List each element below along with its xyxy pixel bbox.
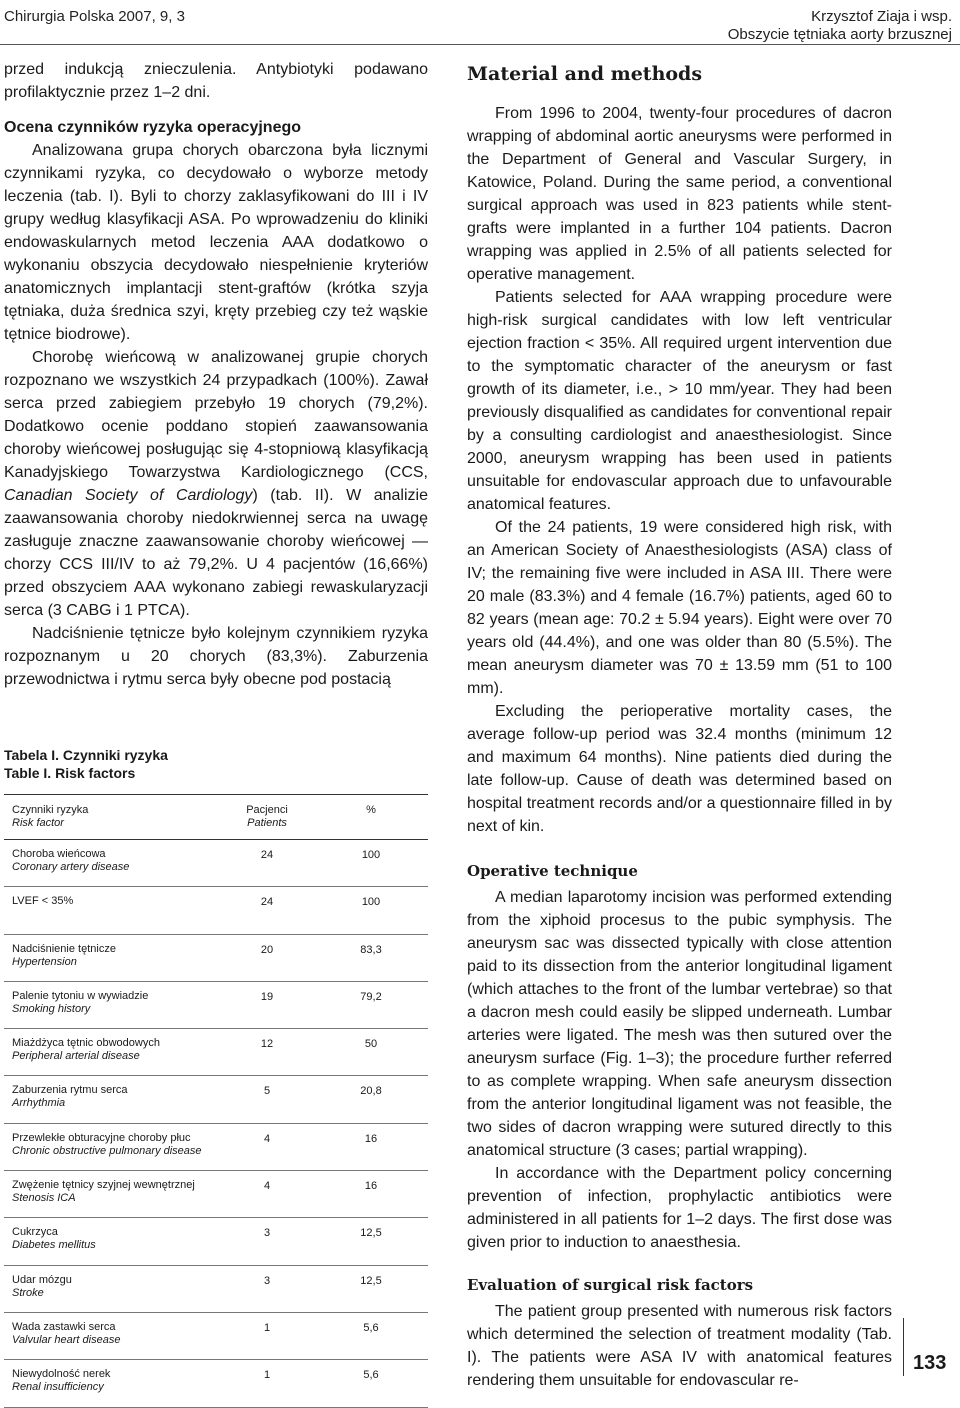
left-paragraph-3-italic: Canadian Society of Cardiology bbox=[4, 487, 253, 504]
right-paragraph-6: In accordance with the Department policy concerning prevention of infection, prophylactic antibiotics were administered in all patients for 1–2 days. The first dose was given prior to induction to anaesthesia. bbox=[467, 1165, 892, 1251]
operative-technique-heading: Operative technique bbox=[467, 862, 638, 880]
table-row bbox=[4, 982, 428, 1029]
risk-factor-pl: Niewydolność nerek bbox=[12, 1368, 111, 1381]
risk-factor-cell bbox=[12, 990, 222, 1016]
article-header bbox=[728, 8, 952, 44]
risk-factor-en: Coronary artery disease bbox=[12, 861, 130, 873]
table-caption-pl: Tabela I. Czynniki ryzyka bbox=[4, 747, 168, 763]
table-body bbox=[4, 840, 428, 1408]
table-row bbox=[4, 1218, 428, 1265]
percent-cell: 83,3 bbox=[360, 943, 382, 956]
risk-factor-cell bbox=[12, 1321, 222, 1347]
left-paragraph-2: Analizowana grupa chorych obarczona była licznymi czynnikami ryzyka, co decydowało o wyborze metody leczenia (tab. I). Byli to chorzy zaklasyfikowani do III i IV grupy według klasyfikacji ASA. Po wprowadzeniu do kliniki endowaskularnych metod leczenia AAA dodatkowo o wykonaniu obszycia decydowało niespełnienie kryteriów anatomicznych implantacji stent-graftów (krótka szyja tętniaka, duża średnica szyi, kręty przebieg czy też wąskie tętnice biodrowe). bbox=[4, 142, 428, 343]
section-title: Material and methods bbox=[467, 63, 703, 85]
left-paragraph-3-part-a: Chorobę wieńcową w analizowanej grupie chorych rozpoznano we wszystkich 24 przypadkach (100%). Zawał serca przed zabiegiem przebyło 19 chorych (79,2%). Dodatkowo ocenie poddano stopień zaawansowania choroby wieńcowej posługując się 4-stopniową klasyfikacją Kanadyjskiego Towarzystwa Kardiologicznego (CCS, bbox=[4, 349, 428, 481]
table-row bbox=[4, 1124, 428, 1171]
table-header-percent: % bbox=[366, 804, 376, 816]
percent-cell: 50 bbox=[364, 1038, 378, 1051]
right-paragraph-2: Patients selected for AAA wrapping procedure were high-risk surgical candidates with low left ventricular ejection fraction < 35%. All required urgent intervention due to the symptomatic character of the aneurysm or fast growth of its diameter, i.e., > 10 mm/year. They had been previously disqualified as candidates for conventional repair by a consulting cardiologist and anaesthesiologist. Since 2000, aneurysm wrapping has been used in patients unsuitable for endovascular approach due to unfavourable anatomical features. bbox=[467, 289, 892, 513]
risk-factor-cell bbox=[12, 1084, 222, 1110]
risk-factor-pl: Choroba wieńcowa bbox=[12, 848, 106, 860]
header-patients-pl: Pacjenci bbox=[246, 804, 288, 816]
patients-count-cell: 1 bbox=[263, 1369, 271, 1382]
risk-assessment-heading bbox=[4, 116, 428, 139]
right-column bbox=[467, 58, 892, 1392]
risk-factor-pl: Przewlekłe obturacyjne choroby płuc bbox=[12, 1131, 191, 1144]
right-paragraph-7: The patient group presented with numerous risk factors which determined the selection of treatment modality (Tab. I). The patients were ASA IV with anatomical features rendering them unsuitable for endovascular re- bbox=[467, 1303, 892, 1389]
percent-cell: 12,5 bbox=[360, 1227, 382, 1240]
header-authors: Krzysztof Ziaja i wsp. bbox=[811, 8, 952, 25]
risk-factor-en: Arrhythmia bbox=[12, 1097, 66, 1110]
risk-factor-cell bbox=[12, 1179, 222, 1205]
table-row bbox=[4, 1360, 428, 1407]
risk-factor-pl: Wada zastawki serca bbox=[12, 1320, 116, 1333]
risk-factor-pl: Cukrzyca bbox=[12, 1226, 58, 1239]
table-caption bbox=[4, 746, 168, 782]
patients-count-cell: 12 bbox=[260, 1038, 274, 1051]
risk-factor-pl: Palenie tytoniu w wywiadzie bbox=[12, 989, 149, 1002]
risk-assessment-heading-text: Ocena czynników ryzyka operacyjnego bbox=[4, 119, 302, 136]
right-paragraph-5: A median laparotomy incision was performed extending from the xiphoid procesus to the pubic symphysis. The aneurysm sac was dissected typically with close attention paid to its dissection from the anterior longitudinal ligament (which attaches to the front of the lumbar vertebrae) so that a dacron mesh could easily be slipped underneath. Lumbar arteries were ligated. The mesh was then sutured over the aneurysm surface (Fig. 1–3); the procedure further referred to as complete wrapping. When safe aneurysm dissection from the anterior longitudinal ligament was not feasible, the two sides of dacron wrapping were sutured directly to this anatomical structure (3 cases; partial wrapping). bbox=[467, 889, 892, 1159]
patients-count-cell: 4 bbox=[263, 1132, 271, 1145]
table-header-patients bbox=[232, 804, 302, 830]
risk-factor-en: Smoking history bbox=[12, 1002, 91, 1015]
risk-factor-en: Stroke bbox=[12, 1286, 44, 1299]
risk-factor-cell bbox=[12, 848, 222, 874]
table-header-row bbox=[4, 795, 428, 840]
page-number-rule bbox=[903, 1318, 904, 1376]
percent-cell: 16 bbox=[364, 1180, 378, 1193]
risk-factor-pl: Zwężenie tętnicy szyjnej wewnętrznej bbox=[12, 1179, 195, 1192]
risk-factor-pl: Miażdżyca tętnic obwodowych bbox=[12, 1037, 160, 1050]
left-column bbox=[4, 58, 428, 691]
table-caption-en: Table I. Risk factors bbox=[4, 765, 136, 781]
risk-factor-cell bbox=[12, 1037, 222, 1063]
risk-factor-pl: LVEF < 35% bbox=[12, 895, 74, 908]
header-patients-en: Patients bbox=[247, 817, 287, 829]
percent-cell: 16 bbox=[364, 1132, 378, 1145]
patients-count-cell: 24 bbox=[260, 896, 274, 909]
risk-factor-en: Diabetes mellitus bbox=[12, 1239, 96, 1252]
table-row bbox=[4, 1266, 428, 1313]
table-row bbox=[4, 887, 428, 934]
risk-factor-pl: Nadciśnienie tętnicze bbox=[12, 942, 116, 955]
table-row bbox=[4, 1171, 428, 1218]
risk-factor-cell bbox=[12, 1274, 222, 1300]
header-rule bbox=[0, 44, 960, 45]
risk-factor-cell bbox=[12, 1368, 222, 1394]
table-row bbox=[4, 1076, 428, 1123]
patients-count-cell: 19 bbox=[260, 990, 274, 1003]
risk-factors-table bbox=[4, 794, 428, 1408]
risk-factor-en: Hypertension bbox=[12, 955, 77, 968]
risk-factor-cell bbox=[12, 1132, 222, 1158]
patients-count-cell: 3 bbox=[263, 1227, 271, 1240]
header-title: Obszycie tętniaka aorty brzusznej bbox=[727, 26, 952, 43]
header-risk-factor-en: Risk factor bbox=[12, 817, 64, 829]
risk-factor-cell bbox=[12, 943, 222, 969]
percent-cell: 20,8 bbox=[360, 1085, 382, 1098]
evaluation-heading: Evaluation of surgical risk factors bbox=[467, 1276, 754, 1294]
percent-cell: 5,6 bbox=[363, 1369, 379, 1382]
risk-factor-en: Peripheral arterial disease bbox=[12, 1050, 140, 1063]
risk-factor-en: Valvular heart disease bbox=[12, 1333, 121, 1346]
risk-factor-en: Stenosis ICA bbox=[12, 1192, 76, 1205]
percent-cell: 100 bbox=[361, 849, 381, 861]
percent-cell: 12,5 bbox=[360, 1274, 382, 1287]
left-paragraph-3 bbox=[4, 346, 428, 622]
right-paragraph-3: Of the 24 patients, 19 were considered high risk, with an American Society of Anaesthesiologists (ASA) class of IV; the remaining five were included in ASA III. There were 20 male (83.3%) and 4 female (16.7%) patients, aged 60 to 82 years (mean age: 70.2 ± 5.94 years). Eight were over 70 years old (44.4%), and one was older than 80 (5.5%). The mean aneurysm diameter was 70 ± 13.59 mm (51 to 100 mm). bbox=[467, 519, 892, 697]
patients-count-cell: 1 bbox=[263, 1321, 271, 1334]
right-paragraph-4: Excluding the perioperative mortality cases, the average follow-up period was 32.4 months (minimum 12 and maximum 64 months). Nine patients died during the late follow-up. Cause of death was determined based on hospital treatment records and/or a questionnaire filled in by next of kin. bbox=[467, 703, 892, 835]
patients-count-cell: 20 bbox=[260, 943, 274, 956]
percent-cell: 100 bbox=[361, 896, 381, 909]
risk-factor-en: Chronic obstructive pulmonary disease bbox=[12, 1144, 202, 1157]
patients-count-cell: 4 bbox=[263, 1180, 271, 1193]
risk-factor-pl: Zaburzenia rytmu serca bbox=[12, 1084, 128, 1097]
left-paragraph-4: Nadciśnienie tętnicze było kolejnym czynnikiem ryzyka rozpoznanym u 20 chorych (83,3%). Zaburzenia przewodnictwa i rytmu serca były obecne pod postacią bbox=[4, 625, 428, 688]
percent-cell: 79,2 bbox=[360, 990, 382, 1003]
header-risk-factor-pl: Czynniki ryzyka bbox=[12, 804, 89, 816]
patients-count-cell: 24 bbox=[260, 849, 274, 861]
risk-factor-en: Renal insufficiency bbox=[12, 1381, 104, 1394]
journal-header: Chirurgia Polska 2007, 9, 3 bbox=[4, 8, 185, 25]
patients-count-cell: 3 bbox=[263, 1274, 271, 1287]
table-row bbox=[4, 1313, 428, 1360]
risk-factor-pl: Udar mózgu bbox=[12, 1273, 72, 1286]
risk-factor-cell bbox=[12, 1226, 222, 1252]
page-number: 133 bbox=[913, 1352, 947, 1374]
patients-count-cell: 5 bbox=[263, 1085, 271, 1098]
table-row bbox=[4, 840, 428, 887]
left-paragraph-1: przed indukcją znieczulenia. Antybiotyki podawano profilaktycznie przez 1–2 dni. bbox=[4, 61, 428, 101]
table-row bbox=[4, 935, 428, 982]
left-paragraph-3-part-b: ) (tab. II). W analizie zaawansowania choroby niedokrwiennej serca na uwagę zasługuje znaczne zaawansowanie choroby wieńcowej — chorzy CCS III/IV to aż 79,2%. U 4 pacjentów (16,66%) przed obszyciem AAA wykonano zabiegi rewaskularyzacji serca (3 CABG i 1 PTCA). bbox=[4, 487, 428, 619]
table-header-risk-factor bbox=[12, 804, 222, 830]
risk-factor-cell bbox=[12, 895, 222, 908]
percent-cell: 5,6 bbox=[363, 1321, 379, 1334]
table-row bbox=[4, 1029, 428, 1076]
right-paragraph-1: From 1996 to 2004, twenty-four procedures of dacron wrapping of abdominal aortic aneurysms were performed in the Department of General and Vascular Surgery, in Katowice, Poland. During the same period, a conventional surgical approach was used in 823 patients while stent-grafts were implanted in a further 104 patients. Dacron wrapping was applied in 2.5% of all patients selected for operative management. bbox=[467, 105, 892, 283]
